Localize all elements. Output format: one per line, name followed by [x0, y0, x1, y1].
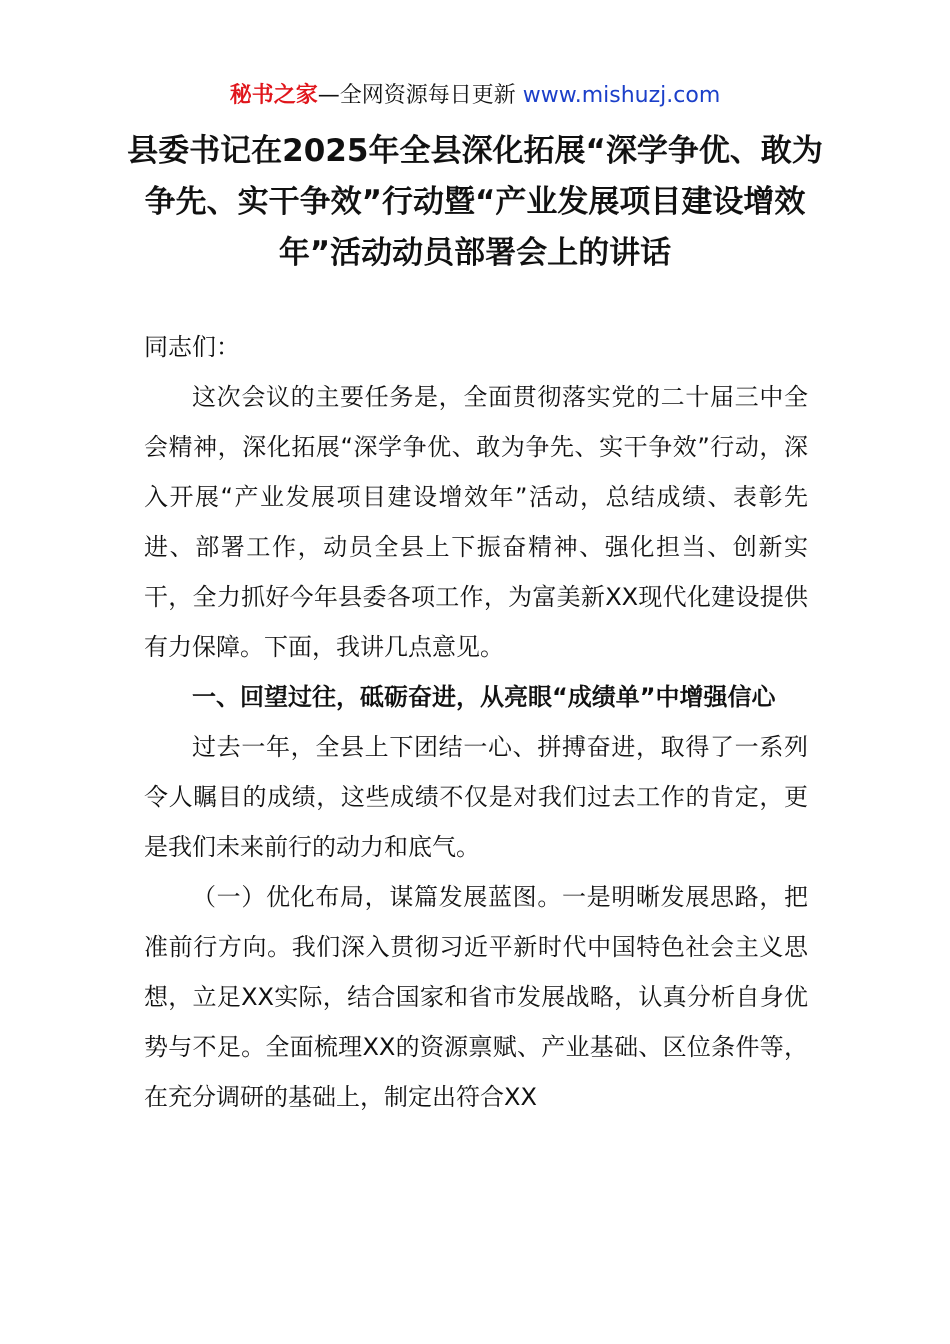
banner-site-url[interactable]: www.mishuzj.com: [522, 83, 721, 108]
document-body: [144, 322, 808, 1122]
banner-tagline: —全网资源每日更新: [317, 83, 516, 108]
paragraph-subsection-1: （一）优化布局，谋篇发展蓝图。一是明晰发展思路，把准前行方向。我们深入贯彻习近平新时代中国特色社会主义思想，立足XX实际，结合国家和省市发展战略，认真分析自身优势与不足。全面梳理XX的资源禀赋、产业基础、区位条件等，在充分调研的基础上，制定出符合XX: [144, 883, 808, 1111]
section-heading-1: 一、回望过往，砥砺奋进，从亮眼“成绩单”中增强信心: [192, 683, 776, 711]
document-title: 县委书记在2025年全县深化拓展“深学争优、敢为争先、实干争效”行动暨“产业发展项目建设增效年”活动动员部署会上的讲话: [127, 133, 823, 271]
banner-brand: 秘书之家: [229, 83, 318, 108]
site-banner: [0, 80, 950, 112]
salutation: 同志们：: [144, 333, 240, 361]
paragraph-intro: 这次会议的主要任务是，全面贯彻落实党的二十届三中全会精神，深化拓展“深学争优、敢为争先、实干争效”行动，深入开展“产业发展项目建设增效年”活动，总结成绩、表彰先进、部署工作，动员全县上下振奋精神、强化担当、创新实干，全力抓好今年县委各项工作，为富美新XX现代化建设提供有力保障。下面，我讲几点意见。: [144, 383, 808, 661]
paragraph-review: 过去一年，全县上下团结一心、拼搏奋进，取得了一系列令人瞩目的成绩，这些成绩不仅是对我们过去工作的肯定，更是我们未来前行的动力和底气。: [144, 733, 808, 861]
